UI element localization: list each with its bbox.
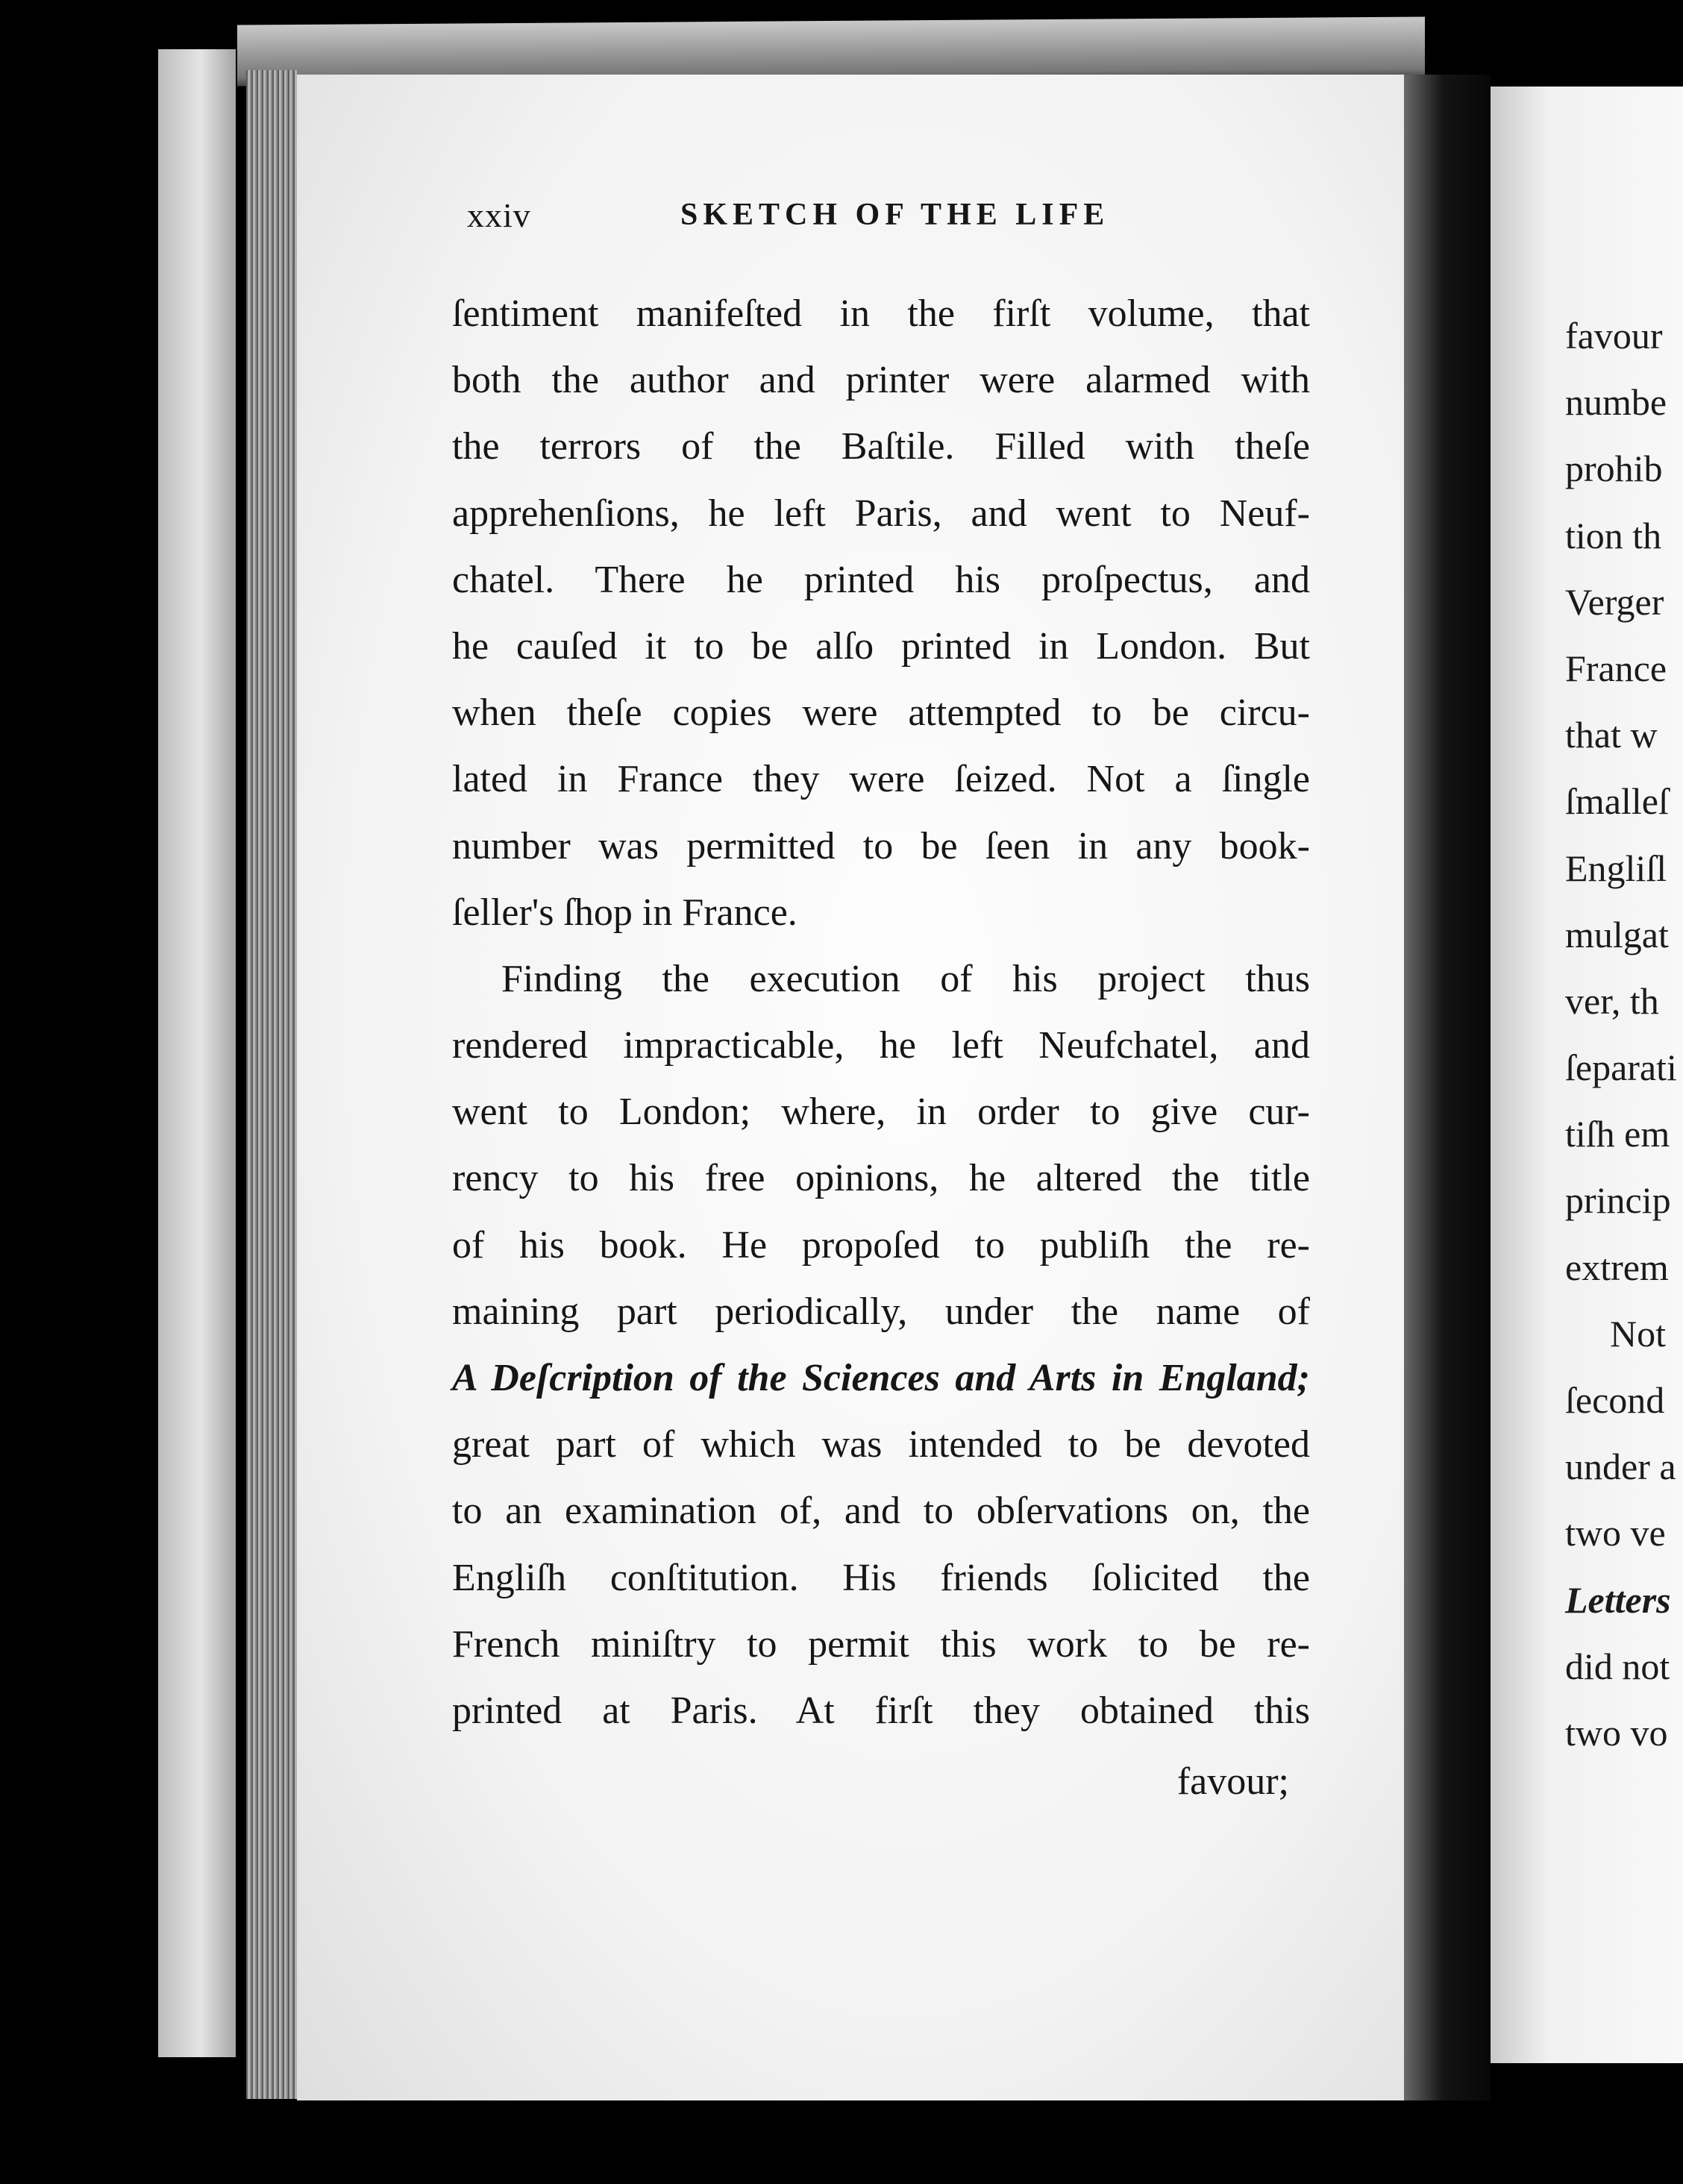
facing-line: two ve bbox=[1565, 1512, 1666, 1554]
facing-line: ſecond bbox=[1565, 1379, 1665, 1421]
text-line: he cauſed it to be alſo printed in London. But bbox=[452, 624, 1310, 668]
text-line: number was permitted to be ſeen in any book- bbox=[452, 824, 1310, 867]
facing-line: Engliſl bbox=[1565, 847, 1667, 889]
facing-line: numbe bbox=[1565, 381, 1667, 424]
text-line: maining part periodically, under the name of bbox=[452, 1290, 1310, 1333]
page-number: xxiv bbox=[467, 196, 531, 234]
facing-line: Letters bbox=[1565, 1578, 1671, 1621]
facing-line: under a bbox=[1565, 1446, 1676, 1488]
body-text bbox=[452, 280, 1310, 1815]
facing-line: two vo bbox=[1565, 1711, 1668, 1754]
facing-line: ſmalleſ bbox=[1565, 780, 1669, 823]
facing-line: tion th bbox=[1565, 514, 1662, 556]
text-line: chatel. There he printed his proſpectus, and bbox=[452, 558, 1310, 601]
text-line: Engliſh conſtitution. His friends ſolicited the bbox=[452, 1556, 1310, 1599]
text-line: rency to his free opinions, he altered the title bbox=[452, 1157, 1310, 1200]
text-line: ſentiment manifeſted in the firſt volume, that bbox=[452, 292, 1310, 335]
italic-title-line: A Deſcription of the Sciences and Arts in England; bbox=[452, 1357, 1310, 1399]
facing-line: ver, th bbox=[1565, 979, 1659, 1022]
running-head-title: SKETCH OF THE LIFE bbox=[680, 198, 1110, 232]
underlying-page-edge bbox=[158, 49, 236, 2057]
text-line: to an examination of, and to obſervations on, the bbox=[452, 1490, 1310, 1533]
facing-line: Verger bbox=[1565, 580, 1664, 623]
facing-line: favour bbox=[1565, 315, 1663, 357]
text-line: both the author and printer were alarmed with bbox=[452, 359, 1310, 402]
book-gutter bbox=[1404, 75, 1491, 2100]
text-line: the terrors of the Baſtile. Filled with theſe bbox=[452, 425, 1310, 468]
facing-page-text bbox=[1565, 303, 1677, 1766]
facing-page bbox=[1491, 87, 1683, 2063]
text-line: French miniſtry to permit this work to be re- bbox=[452, 1622, 1310, 1666]
text-line: of his book. He propoſed to publiſh the re- bbox=[452, 1223, 1310, 1267]
facing-line: that w bbox=[1565, 714, 1658, 756]
text-line: when theſe copies were attempted to be circu- bbox=[452, 691, 1310, 735]
text-line: lated in France they were ſeized. Not a ſingle bbox=[452, 758, 1310, 801]
text-line: apprehenſions, he left Paris, and went to Neuf- bbox=[452, 492, 1310, 535]
facing-line: did not bbox=[1565, 1645, 1670, 1687]
text-line: rendered impracticable, he left Neufchatel, and bbox=[452, 1024, 1310, 1067]
facing-line: Not bbox=[1610, 1312, 1666, 1355]
running-head bbox=[467, 195, 1288, 240]
catchword: favour; bbox=[1176, 1760, 1289, 1804]
paragraph-first-line: Finding the execution of his project thus bbox=[501, 957, 1310, 1000]
facing-line: princip bbox=[1565, 1179, 1671, 1222]
facing-line: mulgat bbox=[1565, 913, 1669, 956]
facing-line: prohib bbox=[1565, 448, 1663, 490]
facing-line: France bbox=[1565, 647, 1667, 689]
facing-line: ſeparati bbox=[1565, 1046, 1677, 1089]
text-line: printed at Paris. At firſt they obtained this bbox=[452, 1689, 1310, 1732]
text-line: ſeller's ſhop in France. bbox=[452, 891, 797, 934]
text-line: went to London; where, in order to give cur- bbox=[452, 1091, 1310, 1134]
facing-line: tiſh em bbox=[1565, 1113, 1670, 1155]
facing-line: extrem bbox=[1565, 1246, 1669, 1288]
page-edge-stack bbox=[246, 70, 297, 2099]
text-line: great part of which was intended to be devoted bbox=[452, 1423, 1310, 1466]
